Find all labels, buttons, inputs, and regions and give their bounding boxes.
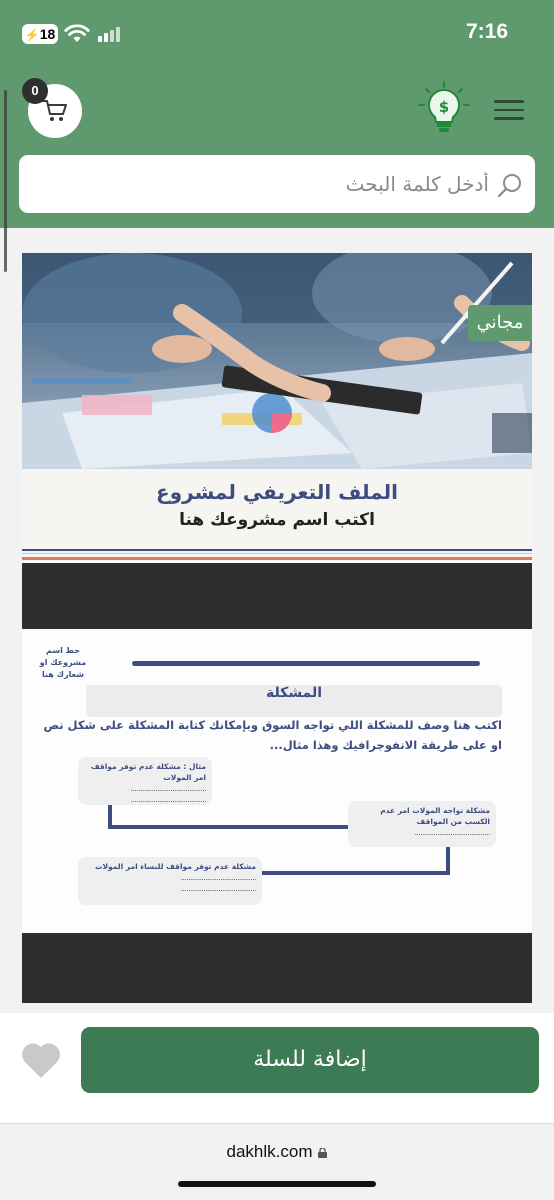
logo-placeholder-note: حط اسم مشروعك او شعارك هنا [39,646,87,679]
product-preview-card[interactable] [22,253,532,1003]
scrollbar[interactable] [4,90,7,272]
document-page-problem [22,629,532,933]
divider-orange [22,557,532,560]
divider-blue [22,549,532,551]
connector-line [446,847,450,873]
search-icon[interactable] [497,172,523,198]
svg-text:$: $ [438,98,450,116]
cellular-signal-icon [98,26,122,42]
status-time: 7:16 [465,20,508,43]
example-note-1: مثال : مشكلة عدم توفر مواقف امر المولات ........................................ ........................................ [78,757,212,805]
product-cover-photo [22,253,532,469]
battery-level: 18 [39,26,56,42]
heart-icon[interactable] [20,1040,62,1080]
connector-line [262,871,450,875]
problem-description: اكتب هنا وصف للمشكلة اللي تواجه السوق وبإمكانك كتابة المشكلة على شكل نص او على طريقة الانفوجرافيك وهذا مثال... [43,718,502,752]
lock-icon [318,1148,327,1158]
logo-lightbulb-dollar-icon[interactable] [416,80,472,140]
battery-indicator [22,24,58,44]
divider-light [22,553,532,554]
search-input[interactable] [69,166,489,202]
page-separator [22,933,532,1003]
url-text: dakhlk.com [226,1142,313,1161]
browser-url[interactable] [0,1142,554,1162]
cart-count-badge: 0 [22,78,48,104]
free-badge: مجاني [468,305,532,341]
header-rule [132,661,480,666]
hamburger-menu-icon[interactable] [494,100,524,122]
document-subtitle: اكتب اسم مشروعك هنا [179,510,375,530]
home-indicator[interactable] [178,1181,376,1187]
cart-icon [42,99,68,123]
status-bar [0,0,554,66]
connector-line [108,825,348,829]
document-title: الملف التعريفي لمشروع [156,480,398,504]
add-to-cart-button[interactable]: إضافة للسلة [81,1027,539,1093]
example-note-3: مشكلة عدم توفر مواقف للنساء امر المولات ........................................ ........................................ [78,857,262,905]
problem-section-title: المشكلة [86,685,502,717]
search-bar[interactable] [19,155,535,213]
page-separator [22,563,532,629]
example-note-2: مشكلة تواجه المولات امر عدم الكسب من المواقف ........................................ [348,801,496,847]
charging-bolt-icon: ⚡ [24,28,40,42]
wifi-icon [64,24,90,44]
